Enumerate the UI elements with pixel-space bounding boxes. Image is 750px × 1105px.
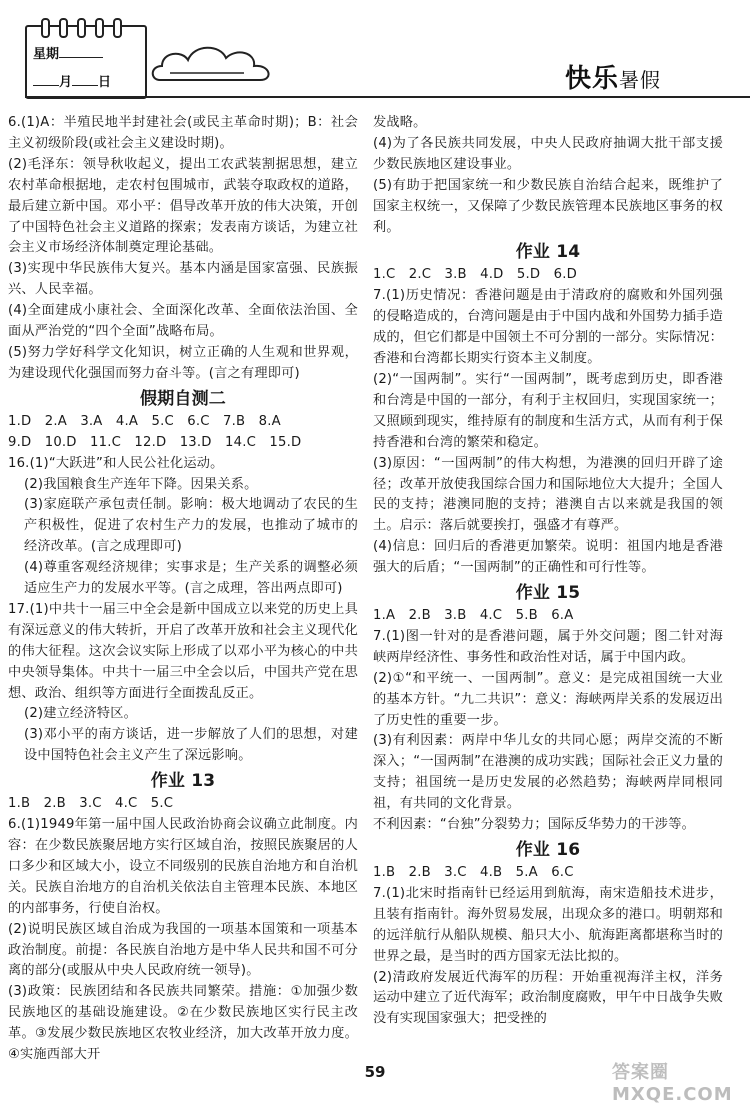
answer-paragraph: 16.(1)“大跃进”和人民公社化运动。	[8, 455, 224, 471]
answer-paragraph: 1.A 2.B 3.B 4.C 5.B 6.A	[373, 608, 574, 624]
answer-paragraph: (2)我国粮食生产连年下降。因果关系。	[24, 476, 258, 492]
cloud-icon	[148, 40, 288, 88]
date-box	[25, 25, 147, 99]
answer-paragraph: (3)家庭联产承包责任制。影响：极大地调动了农民的生产积极性，促进了农村生产力的发展，也推动了城市的经济改革。(言之成理即可)	[24, 497, 358, 555]
binder-ring-icon	[77, 18, 86, 38]
answer-paragraph: (5)努力学好科学文化知识，树立正确的人生观和世界观，为建设现代化强国而努力奋斗等。(言之有理即可)	[8, 344, 358, 381]
page-number: 59	[364, 1063, 386, 1081]
answer-paragraph: (4)尊重客观经济规律；实事求是；生产关系的调整必须适应生产力的发展水平等。(言之成理，答出两点即可)	[24, 560, 358, 597]
answer-paragraph: (5)有助于把国家统一和少数民族自治结合起来，既维护了国家主权统一，又保障了少数民族管理本民族地区事务的权利。	[373, 177, 723, 235]
answer-paragraph: 1.C 2.C 3.B 4.D 5.D 6.D	[373, 267, 577, 283]
section-heading: 作业 13	[150, 771, 216, 792]
answer-paragraph: (3)实现中华民族伟大复兴。基本内涵是国家富强、民族振兴、人民幸福。	[8, 261, 358, 298]
binder-ring-icon	[113, 18, 122, 38]
answer-paragraph: (2)建立经济特区。	[24, 706, 137, 722]
answer-paragraph: (3)政策：民族团结和各民族共同繁荣。措施：①加强少数民族地区的基础设施建设。②在少数民族地区实行民主改革。③发展少数民族地区农牧业经济，加大改革开放力度。④实施西部大开	[8, 984, 358, 1063]
answer-paragraph: 9.D 10.D 11.C 12.D 13.D 14.C 15.D	[8, 434, 302, 450]
answer-paragraph: (2)“一国两制”。实行“一国两制”，既考虑到历史，即香港和台湾是中国的一部分，有利于主权回归，实现国家统一；又照顾到现实，维持原有的制度和生活方式，从而有利于保持香港和台湾的繁荣和稳定。	[373, 371, 723, 450]
binder-ring-icon	[41, 18, 50, 38]
weekday-label: 星期	[33, 47, 60, 62]
answer-paragraph: 7.(1)历史情况：香港问题是由于清政府的腐败和外国列强的侵略造成的，台湾问题是由于中国内战和外国势力插手造成的，但它们都是中国领土不可分割的一部分。实际情况：香港和台湾都长期实行资本主义制度。	[373, 288, 723, 367]
brand-logo: 快乐暑假	[565, 64, 662, 94]
left-column	[8, 113, 358, 1066]
answer-paragraph: (3)原因：“一国两制”的伟大构想，为港澳的回归开辟了途径；改革开放使我国综合国力和国际地位大大提升；全国人民的支持；港澳同胞的支持；港澳自古以来就是我国的领土。启示：落后就要挨打，强盛才有尊严。	[373, 455, 723, 534]
answer-paragraph: (3)邓小平的南方谈话，进一步解放了人们的思想，对建设中国特色社会主义产生了深远影响。	[24, 727, 358, 764]
day-label: 日	[98, 75, 112, 90]
header-rule	[25, 96, 750, 98]
section-heading: 作业 14	[515, 242, 581, 263]
answer-paragraph: 7.(1)图一针对的是香港问题，属于外交问题；图二针对海峡两岸经济性、事务性和政治性对话，属于中国内政。	[373, 628, 723, 665]
answer-paragraph: 发战略。	[373, 115, 427, 130]
month-day-line	[33, 71, 139, 90]
answer-paragraph: (2)①“和平统一、一国两制”。意义：是完成祖国统一大业的基本方针。“九二共识”：意义：海峡两岸关系的发展迈出了历史性的重要一步。	[373, 670, 723, 728]
watermark-logo: 答案圈 MXQE.COM	[612, 1062, 733, 1105]
section-heading: 假期自测二	[140, 388, 226, 409]
answer-paragraph: 17.(1)中共十一届三中全会是新中国成立以来党的历史上具有深远意义的伟大转折，开启了改革开放和社会主义现代化的伟大征程。这次会议实际上形成了以邓小平为核心的中共中央领导集体。中共十一届三中全会以后，中国共产党在思想、政治、组织等方面进行全面拨乱反正。	[8, 601, 358, 701]
answer-paragraph: 1.B 2.B 3.C 4.B 5.A 6.C	[373, 865, 574, 880]
answer-paragraph: 6.(1)1949年第一届中国人民政治协商会议确立此制度。内容：在少数民族聚居地方实行区域自治，按照民族聚居的人口多少和区域大小，设立不同级别的民族自治地方和自治机关。民族自治地方的自治机关依法自主管理本民族、本地区的内部事务，行使自治权。	[8, 817, 358, 916]
right-column	[373, 113, 723, 1030]
answer-paragraph: (2)清政府发展近代海军的历程：开始重视海洋主权，洋务运动中建立了近代海军；政治制度腐败，甲午中日战争失败没有实现国家强大；把受挫的	[373, 969, 723, 1027]
answer-paragraph: (4)全面建成小康社会、全面深化改革、全面依法治国、全面从严治党的“四个全面”战略布局。	[8, 303, 358, 340]
answer-paragraph: 7.(1)北宋时指南针已经运用到航海，南宋造船技术进步，且装有指南针。海外贸易发展，出现众多的港口。明朝郑和的远洋航行从船队规模、船只大小、航海距离都堪称当时的世界之最，是当时的西方国家无法比拟的。	[373, 885, 723, 964]
month-label: 月	[59, 75, 73, 90]
answer-paragraph: (4)为了各民族共同发展，中央人民政府抽调大批干部支援少数民族地区建设事业。	[373, 135, 723, 172]
answer-paragraph: 不利因素：“台独”分裂势力；国际反华势力的干涉等。	[373, 817, 695, 833]
answer-paragraph: 1.B 2.B 3.C 4.C 5.C	[8, 796, 174, 812]
answer-paragraph: 6.(1)A：半殖民地半封建社会(或民主革命时期)；B：社会主义初级阶段(或社会主义建设时期)。	[8, 115, 358, 151]
answer-paragraph: (2)说明民族区域自治成为我国的一项基本国策和一项基本政治制度。前提：各民族自治地方是中华人民共和国不可分离的部分(或服从中央人民政府统一领导)。	[8, 921, 358, 979]
answer-paragraph: 1.D 2.A 3.A 4.A 5.C 6.C 7.B 8.A	[8, 413, 281, 429]
page-header	[0, 0, 750, 112]
binder-ring-icon	[95, 18, 104, 38]
binder-ring-icon	[59, 18, 68, 38]
answer-paragraph: (3)有利因素：两岸中华儿女的共同心愿；两岸交流的不断深入；“一国两制”在港澳的成功实践；国际社会正义力量的支持；祖国统一是历史发展的必然趋势；海峡两岸同根同祖，有共同的文化背景。	[373, 733, 723, 812]
answer-paragraph: (2)毛泽东：领导秋收起义，提出工农武装割据思想，建立农村革命根据地，走农村包围城市，武装夺取政权的道路，最后建立新中国。邓小平：倡导改革开放的伟大决策，开创了中国特色社会主义道路的探索；发表南方谈话，为建立社会主义市场经济体制奠定理论基础。	[8, 156, 358, 256]
weekday-line	[33, 43, 139, 62]
section-heading: 作业 16	[515, 840, 581, 860]
section-heading: 作业 15	[515, 583, 581, 604]
answer-paragraph: (4)信息：回归后的香港更加繁荣。说明：祖国内地是香港强大的后盾；“一国两制”的正确性和可行性等。	[373, 539, 723, 576]
